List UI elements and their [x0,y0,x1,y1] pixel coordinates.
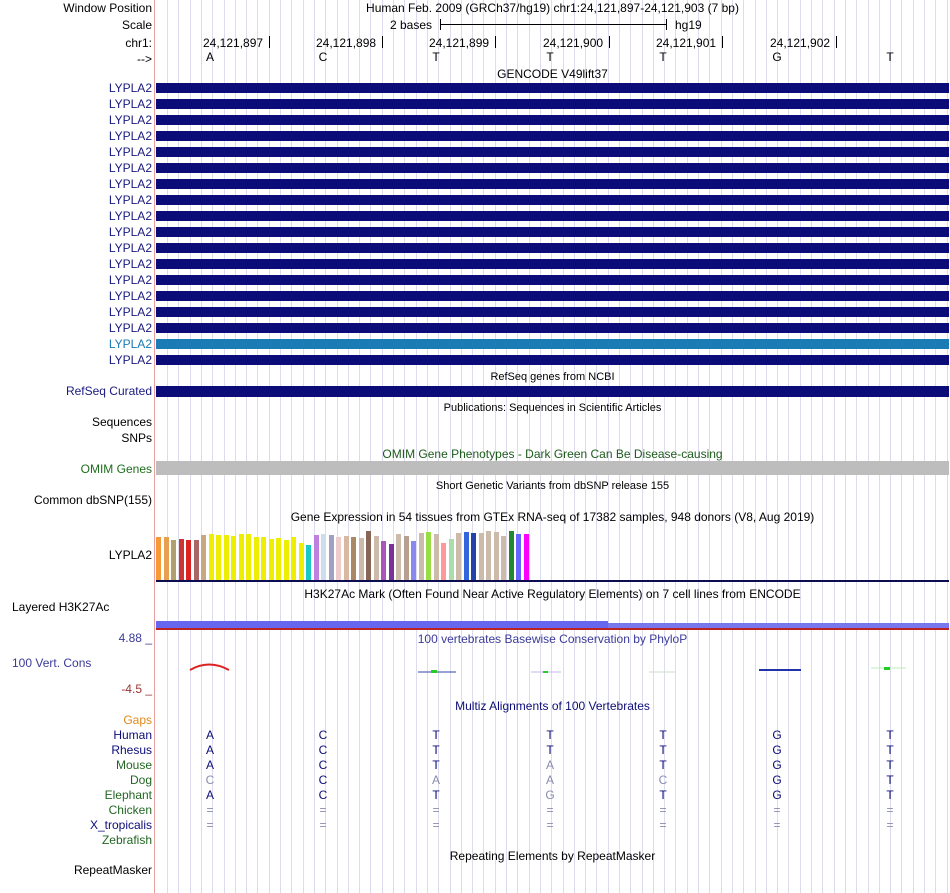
ruler-position: 24,121,897 [203,36,264,50]
alignment-base: T [659,758,667,772]
position-title: Human Feb. 2009 (GRCh37/hg19) chr1:24,121,897-24,121,903 (7 bp) [366,1,739,15]
gtex-tissue-bar[interactable] [456,533,461,580]
gtex-tissue-bar[interactable] [396,534,401,580]
multiz-track-title: Multiz Alignments of 100 Vertebrates [455,699,650,713]
gencode-transcript-label[interactable]: LYPLA2 [108,353,152,367]
gtex-tissue-bar[interactable] [201,535,206,580]
alignment-base: = [886,818,894,832]
species-label[interactable]: Zebrafish [101,833,152,847]
gencode-transcript-bar[interactable] [156,131,949,141]
gencode-transcript-label[interactable]: LYPLA2 [108,209,152,223]
assembly-label: hg19 [675,18,702,32]
gencode-transcript-label[interactable]: LYPLA2 [108,145,152,159]
gencode-transcript-bar[interactable] [156,211,949,221]
gencode-transcript-label[interactable]: LYPLA2 [108,273,152,287]
alignment-base: = [319,803,327,817]
gencode-transcript-label[interactable]: LYPLA2 [108,321,152,335]
conservation-plot [156,655,949,680]
gtex-tissue-bar[interactable] [404,536,409,580]
alignment-base: = [206,818,214,832]
alignment-base: C [318,773,328,787]
scale-bar-left-tick [440,19,441,30]
gtex-tissue-bar[interactable] [209,534,214,580]
alignment-base: = [886,803,894,817]
alignment-base: G [772,788,782,802]
gtex-tissue-bar[interactable] [516,534,521,580]
gtex-tissue-bar[interactable] [291,537,296,580]
scale-bar-right-tick [666,19,667,30]
gtex-tissue-bar[interactable] [306,545,311,580]
conservation-min-label: -4.5 _ [121,682,152,696]
alignment-base: T [432,728,440,742]
gtex-tissue-bar[interactable] [216,535,221,580]
gtex-bar-chart[interactable] [156,525,556,580]
gtex-label[interactable]: LYPLA2 [108,548,152,562]
species-label[interactable]: Chicken [108,803,152,817]
alignment-base: T [659,743,667,757]
alignment-base: C [205,773,215,787]
alignment-base: = [206,803,214,817]
gencode-transcript-label[interactable]: LYPLA2 [108,225,152,239]
gencode-transcript-bar[interactable] [156,355,949,365]
gtex-tissue-bar[interactable] [224,535,229,580]
gencode-track-title: GENCODE V49lift37 [497,67,608,81]
species-label[interactable]: Elephant [104,788,152,802]
ruler-tick [495,36,496,48]
gtex-tissue-bar[interactable] [314,535,319,580]
reference-base: T [546,50,554,64]
gtex-tissue-bar[interactable] [164,537,169,580]
h3k27ac-label[interactable]: Layered H3K27Ac [12,600,110,614]
alignment-base: = [546,803,554,817]
ruler-position: 24,121,900 [543,36,604,50]
omim-track-title: OMIM Gene Phenotypes - Dark Green Can Be Disease-causing [382,447,723,461]
alignment-base: T [546,728,554,742]
alignment-base: T [432,758,440,772]
refseq-gene-bar[interactable] [156,386,949,397]
gencode-transcript-bar[interactable] [156,195,949,205]
gencode-transcript-bar[interactable] [156,147,949,157]
gencode-transcript-label[interactable]: LYPLA2 [108,177,152,191]
alignment-base: T [432,743,440,757]
gencode-transcript-label[interactable]: LYPLA2 [108,337,152,351]
gtex-tissue-bar[interactable] [389,544,394,580]
gencode-transcript-label[interactable]: LYPLA2 [108,97,152,111]
gtex-tissue-bar[interactable] [261,537,266,580]
gtex-tissue-bar[interactable] [246,534,251,580]
gtex-tissue-bar[interactable] [434,534,439,580]
gtex-tissue-bar[interactable] [419,533,424,580]
alignment-base: A [205,743,214,757]
reference-base: T [886,50,894,64]
alignment-base: G [772,743,782,757]
gencode-transcript-bar[interactable] [156,83,949,93]
gencode-transcript-bar[interactable] [156,339,949,349]
gtex-tissue-bar[interactable] [186,540,191,580]
gencode-transcript-label[interactable]: LYPLA2 [108,193,152,207]
alignment-base: = [432,803,440,817]
alignment-base: G [772,758,782,772]
ruler-tick [609,36,610,48]
alignment-base: C [318,728,328,742]
reference-base: T [659,50,667,64]
h3k27ac-baseline [156,628,949,630]
gtex-tissue-bar[interactable] [449,539,454,580]
ruler-tick [722,36,723,48]
alignment-base: T [886,773,894,787]
gencode-transcript-label[interactable]: LYPLA2 [108,129,152,143]
alignment-base: = [773,818,781,832]
gtex-tissue-bar[interactable] [441,543,446,580]
gtex-tissue-bar[interactable] [374,536,379,580]
gtex-tissue-bar[interactable] [351,537,356,580]
alignment-base: T [659,728,667,742]
reference-base: G [772,50,782,64]
gtex-track-title: Gene Expression in 54 tissues from GTEx RNA-seq of 17382 samples, 948 donors (V8, Aug 2019) [290,510,815,524]
snps-label[interactable]: SNPs [121,431,152,445]
gtex-tissue-bar[interactable] [501,536,506,580]
gtex-tissue-bar[interactable] [509,531,514,580]
ruler-position: 24,121,899 [429,36,490,50]
repeatmasker-label[interactable]: RepeatMasker [73,863,152,877]
species-label[interactable]: Human [113,728,152,742]
strand-label: --> [137,52,152,66]
species-label[interactable]: Dog [129,773,152,787]
gtex-tissue-bar[interactable] [276,538,281,580]
ruler-position: 24,121,898 [316,36,377,50]
reference-base: C [318,50,328,64]
gtex-tissue-bar[interactable] [479,533,484,580]
window-position-label: Window Position [63,1,152,15]
gtex-tissue-bar[interactable] [381,541,386,580]
scale-label: Scale [121,18,152,32]
gtex-baseline [156,580,949,582]
ruler-position: 24,121,902 [770,36,831,50]
species-label[interactable]: Mouse [115,758,152,772]
gtex-tissue-bar[interactable] [344,536,349,580]
chrom-label: chr1: [125,36,152,50]
gencode-transcript-label[interactable]: LYPLA2 [108,81,152,95]
sequences-label[interactable]: Sequences [91,415,152,429]
publications-track-title: Publications: Sequences in Scientific Articles [443,402,662,414]
refseq-track-title: RefSeq genes from NCBI [490,371,615,383]
gencode-transcript-label[interactable]: LYPLA2 [108,257,152,271]
gtex-tissue-bar[interactable] [254,537,259,580]
ruler-tick [269,36,270,48]
gtex-tissue-bar[interactable] [299,543,304,580]
scale-text: 2 bases [390,18,433,32]
alignment-base: T [886,758,894,772]
gencode-transcript-bar[interactable] [156,275,949,285]
alignment-base: A [545,758,554,772]
gaps-label[interactable]: Gaps [123,713,152,727]
alignment-base: G [772,728,782,742]
alignment-base: C [318,788,328,802]
gencode-transcript-bar[interactable] [156,179,949,189]
reference-base: A [205,50,214,64]
gencode-transcript-bar[interactable] [156,99,949,109]
gtex-tissue-bar[interactable] [524,534,529,580]
alignment-base: T [886,728,894,742]
gtex-tissue-bar[interactable] [171,540,176,580]
alignment-base: C [318,743,328,757]
dbsnp-track-title: Short Genetic Variants from dbSNP release 155 [435,480,670,492]
gtex-tissue-bar[interactable] [194,540,199,580]
gencode-transcript-bar[interactable] [156,259,949,269]
gencode-transcript-bar[interactable] [156,323,949,333]
conservation-label[interactable]: 100 Vert. Cons [12,656,92,670]
gtex-tissue-bar[interactable] [179,539,184,580]
gencode-transcript-label[interactable]: LYPLA2 [108,241,152,255]
gencode-transcript-bar[interactable] [156,163,949,173]
alignment-base: = [773,803,781,817]
gtex-tissue-bar[interactable] [336,537,341,580]
gtex-tissue-bar[interactable] [486,531,491,580]
gtex-tissue-bar[interactable] [329,535,334,580]
gtex-tissue-bar[interactable] [471,533,476,580]
gtex-tissue-bar[interactable] [464,532,469,580]
gtex-tissue-bar[interactable] [239,534,244,580]
refseq-label[interactable]: RefSeq Curated [65,384,152,398]
ruler-position: 24,121,901 [656,36,717,50]
gencode-transcript-bar[interactable] [156,307,949,317]
h3k27ac-track-title: H3K27Ac Mark (Often Found Near Active Regulatory Elements) on 7 cell lines from ENCODE [304,587,801,601]
alignment-base: = [659,818,667,832]
gtex-tissue-bar[interactable] [156,537,161,580]
ruler-tick [836,36,837,48]
conservation-track-title: 100 vertebrates Basewise Conservation by PhyloP [417,632,688,646]
gencode-transcript-label[interactable]: LYPLA2 [108,305,152,319]
alignment-base: = [432,818,440,832]
alignment-base: G [772,773,782,787]
repeatmasker-track-title: Repeating Elements by RepeatMasker [449,849,656,863]
gtex-tissue-bar[interactable] [366,531,371,580]
alignment-base: A [545,773,554,787]
ruler-tick [382,36,383,48]
gencode-transcript-label[interactable]: LYPLA2 [108,113,152,127]
scale-bar [440,24,666,25]
label-divider [154,0,155,893]
alignment-base: A [205,758,214,772]
alignment-base: T [886,743,894,757]
alignment-base: A [205,788,214,802]
conservation-max-label: 4.88 _ [118,631,152,645]
dbsnp-label[interactable]: Common dbSNP(155) [33,493,152,507]
alignment-base: = [319,818,327,832]
alignment-base: T [546,743,554,757]
gtex-tissue-bar[interactable] [284,540,289,580]
gencode-transcript-label[interactable]: LYPLA2 [108,289,152,303]
gencode-transcript-label[interactable]: LYPLA2 [108,161,152,175]
alignment-base: A [205,728,214,742]
alignment-base: C [658,773,668,787]
alignment-base: G [545,788,555,802]
gtex-tissue-bar[interactable] [269,539,274,580]
gtex-tissue-bar[interactable] [231,536,236,580]
alignment-base: A [431,773,440,787]
alignment-base: = [659,803,667,817]
gtex-tissue-bar[interactable] [321,534,326,580]
alignment-base: T [432,788,440,802]
reference-base: T [432,50,440,64]
omim-gene-bar[interactable] [156,461,949,475]
alignment-base: T [659,788,667,802]
gencode-transcript-bar[interactable] [156,291,949,301]
gtex-tissue-bar[interactable] [359,538,364,580]
alignment-base: = [546,818,554,832]
alignment-base: T [886,788,894,802]
gencode-transcript-bar[interactable] [156,243,949,253]
gtex-tissue-bar[interactable] [494,532,499,580]
gencode-transcript-bar[interactable] [156,227,949,237]
species-label[interactable]: X_tropicalis [89,818,152,832]
gencode-transcript-bar[interactable] [156,115,949,125]
alignment-base: C [318,758,328,772]
gtex-tissue-bar[interactable] [426,532,431,580]
gtex-tissue-bar[interactable] [411,541,416,580]
omim-label[interactable]: OMIM Genes [80,462,152,476]
species-label[interactable]: Rhesus [111,743,152,757]
